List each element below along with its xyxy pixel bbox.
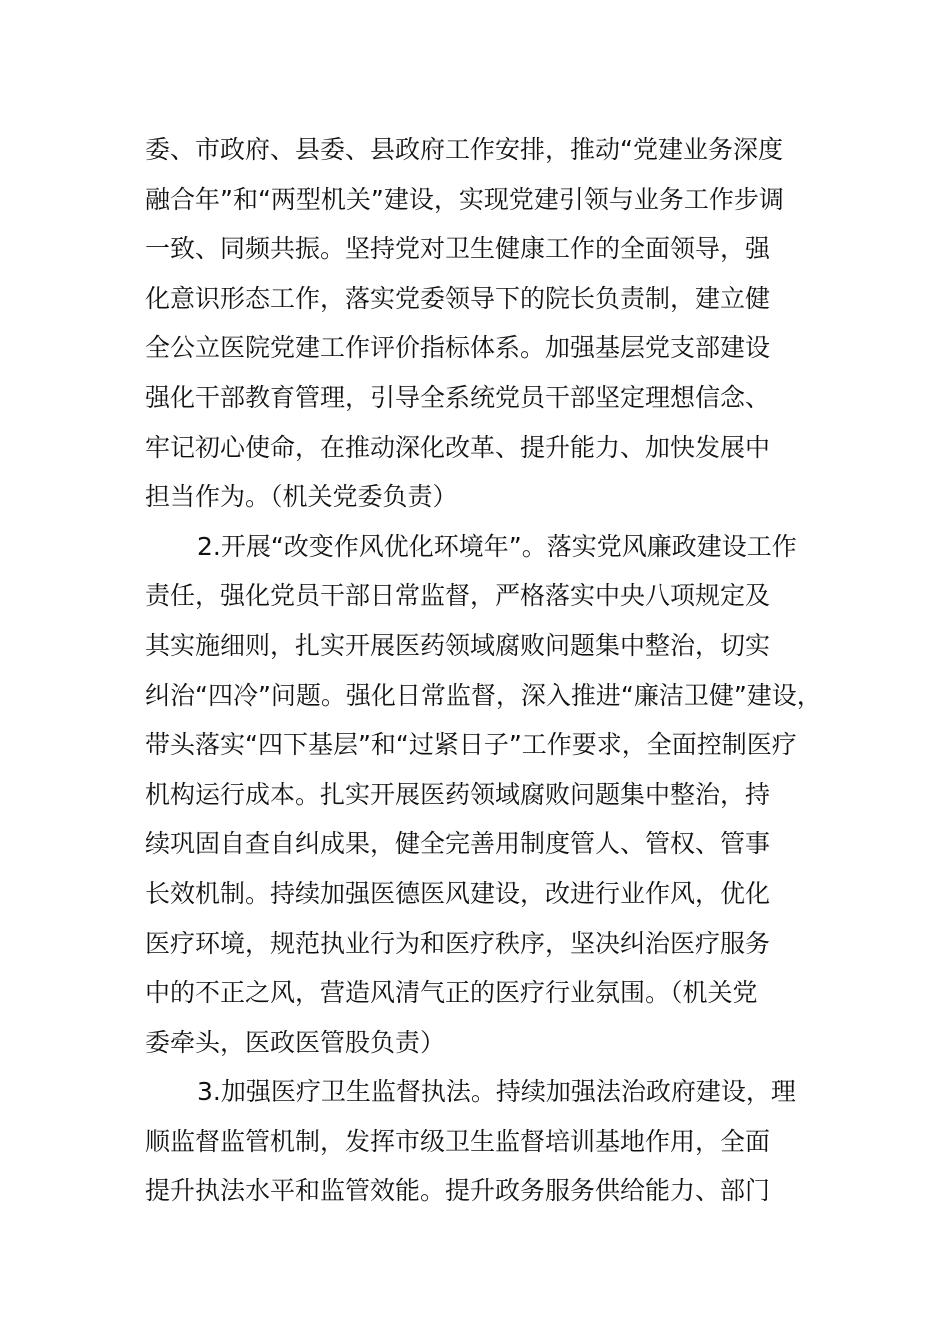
- text-line: 续巩固自查自纠成果，健全完善用制度管人、管权、管事: [145, 829, 771, 859]
- body-text: [145, 125, 845, 1216]
- text-line: 委牵头，医政医管股负责）: [145, 1027, 446, 1057]
- text-line: 中的不正之风，营造风清气正的医疗行业氛围。（机关党: [145, 978, 758, 1008]
- text-line: 担当作为。（机关党委负责）: [145, 482, 458, 512]
- paragraph-2-first-line: 2.开展“改变作风优化环境年”。落实党风廉政建设工作: [197, 531, 797, 561]
- text-line: 强化干部教育管理，引导全系统党员干部坚定理想信念、: [145, 382, 771, 412]
- text-line: 带头落实“四下基层”和“过紧日子”工作要求，全面控制医疗: [145, 730, 797, 760]
- text-line: 长效机制。持续加强医德医风建设，改进行业作风，优化: [145, 878, 771, 908]
- text-line: 纠治“四冷”问题。强化日常监督，深入推进“廉洁卫健”建设，: [145, 680, 822, 710]
- text-line: 医疗环境，规范执业行为和医疗秩序，坚决纠治医疗服务: [145, 928, 771, 958]
- text-line: 牢记初心使命，在推动深化改革、提升能力、加快发展中: [145, 432, 771, 462]
- text-line: 一致、同频共振。坚持党对卫生健康工作的全面领导，强: [145, 234, 771, 264]
- text-line: 委、市政府、县委、县政府工作安排，推动“党建业务深度: [145, 135, 783, 164]
- text-line: 提升执法水平和监管效能。提升政务服务供给能力、部门: [145, 1176, 771, 1206]
- text-line: 机构运行成本。扎实开展医药领域腐败问题集中整治，持: [145, 779, 771, 809]
- text-line: 责任，强化党员干部日常监督，严格落实中央八项规定及: [145, 581, 771, 611]
- text-line: 全公立医院党建工作评价指标体系。加强基层党支部建设: [145, 333, 771, 363]
- text-line: 顺监督监管机制，发挥市级卫生监督培训基地作用，全面: [145, 1126, 771, 1156]
- text-line: 融合年”和“两型机关”建设，实现党建引领与业务工作步调: [145, 184, 784, 214]
- text-line: 化意识形态工作，落实党委领导下的院长负责制，建立健: [145, 283, 771, 313]
- paragraph-3-first-line: 3.加强医疗卫生监督执法。持续加强法治政府建设，理: [197, 1077, 796, 1107]
- text-line: 其实施细则，扎实开展医药领域腐败问题集中整治，切实: [145, 630, 771, 660]
